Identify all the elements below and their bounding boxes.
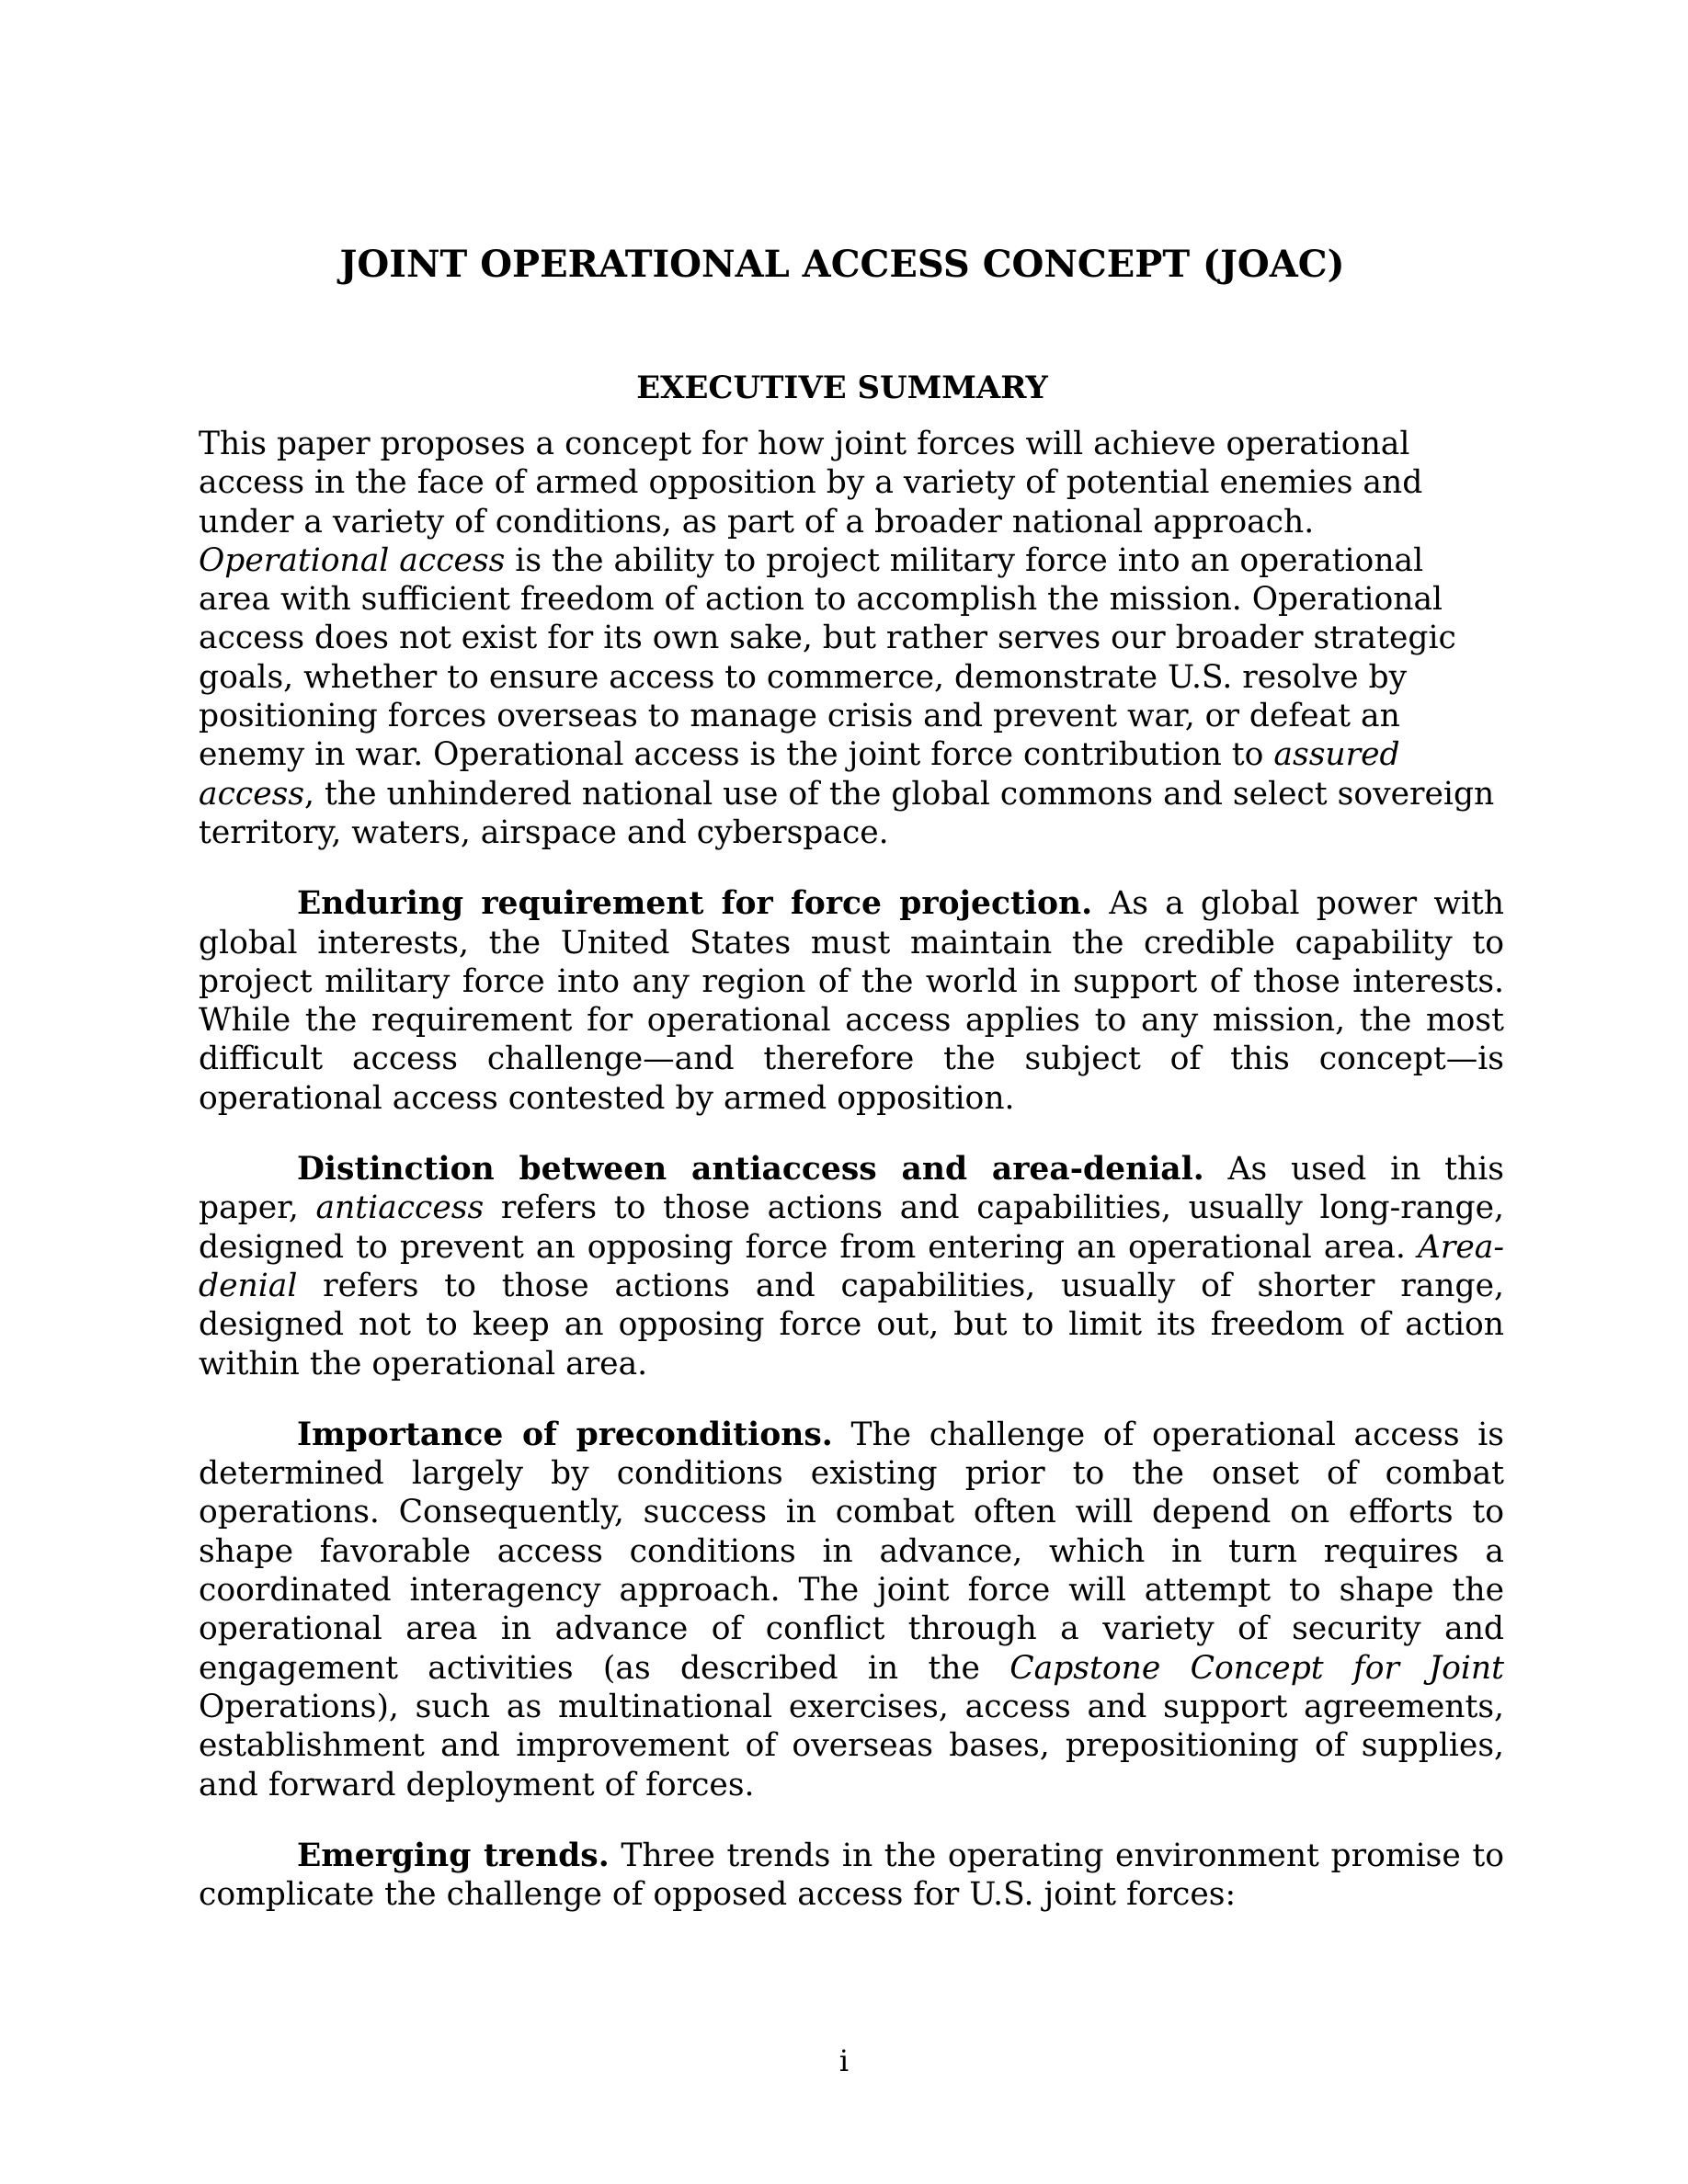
intro-paragraph [199, 425, 1504, 852]
term-antiaccess: antiaccess [315, 1189, 485, 1227]
paragraph-text-distinction-1: As used in this paper, [199, 1151, 1504, 1227]
paragraph-text-preconditions-2: Operations), such as multinational exercises, access and support agreements, establishment and improvement of overseas bases, prepositioning of supplies, and forward deployment of forces. [199, 1688, 1504, 1803]
paragraph-heading-enduring: Enduring requirement for force projection. [297, 885, 1093, 923]
paragraph-heading-preconditions: Importance of preconditions. [297, 1416, 833, 1453]
document-title: JOINT OPERATIONAL ACCESS CONCEPT (JOAC) [339, 243, 1345, 286]
page-number: i [838, 2043, 850, 2078]
paragraph-text-distinction-3: refers to those actions and capabilities, usually of shorter range, designed not to keep an opposing force out, but to limit its freedom of action within the operational area. [199, 1267, 1504, 1382]
paragraph-text-enduring: As a global power with global interests, the United States must maintain the credible capability to project military force into any region of the world in support of those interests. While the requirement for operational access applies to any mission, the most difficult access challenge—and therefore the subject of this concept—is operational access contested by armed opposition. [199, 885, 1504, 1117]
paragraph-text-trends: Three trends in the operating environment promise to complicate the challenge of opposed access for U.S. joint forces: [199, 1837, 1504, 1914]
paragraph-text-distinction-2: refers to those actions and capabilities, usually long-range, designed to prevent an opposing force from entering an operational area. [199, 1189, 1504, 1266]
section-heading: EXECUTIVE SUMMARY [636, 370, 1048, 406]
document-body [199, 425, 1504, 1946]
intro-text-1: This paper proposes a concept for how joint forces will achieve operational access in the face of armed opposition by a variety of potential enemies and under a variety of conditions, as part of a broader national approach. [199, 426, 1423, 540]
term-operational-access: Operational access [199, 541, 506, 579]
intro-text-2: is the ability to project military force into an operational area with sufficient freedom of action to accomplish the mission. Operational access does not exist for its own sake, but rather serves our broader strategic goals, whether to ensure access to commerce, demonstrate U.S. resolve by positioning forces overseas to manage crisis and prevent war, or defeat an enemy in war. Operational access is the joint force contribution to [199, 541, 1456, 774]
paragraph-enduring-requirement [199, 884, 1504, 1118]
paragraph-heading-trends: Emerging trends. [297, 1837, 610, 1874]
intro-text-3: , the unhindered national use of the global commons and select sovereign territory, waters, airspace and cyberspace. [199, 775, 1495, 851]
paragraph-text-preconditions-1: The challenge of operational access is determined largely by conditions existing prior to the onset of combat operations. Consequently, success in combat often will depend on efforts to shape favorable access conditions in advance, which in turn requires a coordinated interagency approach. The joint force will attempt to shape the operational area in advance of conflict through a variety of security and engagement activities (as described in the [199, 1416, 1505, 1687]
paragraph-distinction [199, 1150, 1504, 1383]
term-area-denial: Area-denial [199, 1228, 1504, 1304]
term-assured-access: assured access [199, 736, 1400, 813]
reference-capstone-concept: Capstone Concept for Joint [1009, 1649, 1504, 1687]
paragraph-heading-distinction: Distinction between antiaccess and area-denial. [297, 1151, 1204, 1189]
paragraph-emerging-trends [199, 1837, 1504, 1915]
paragraph-preconditions [199, 1416, 1504, 1804]
